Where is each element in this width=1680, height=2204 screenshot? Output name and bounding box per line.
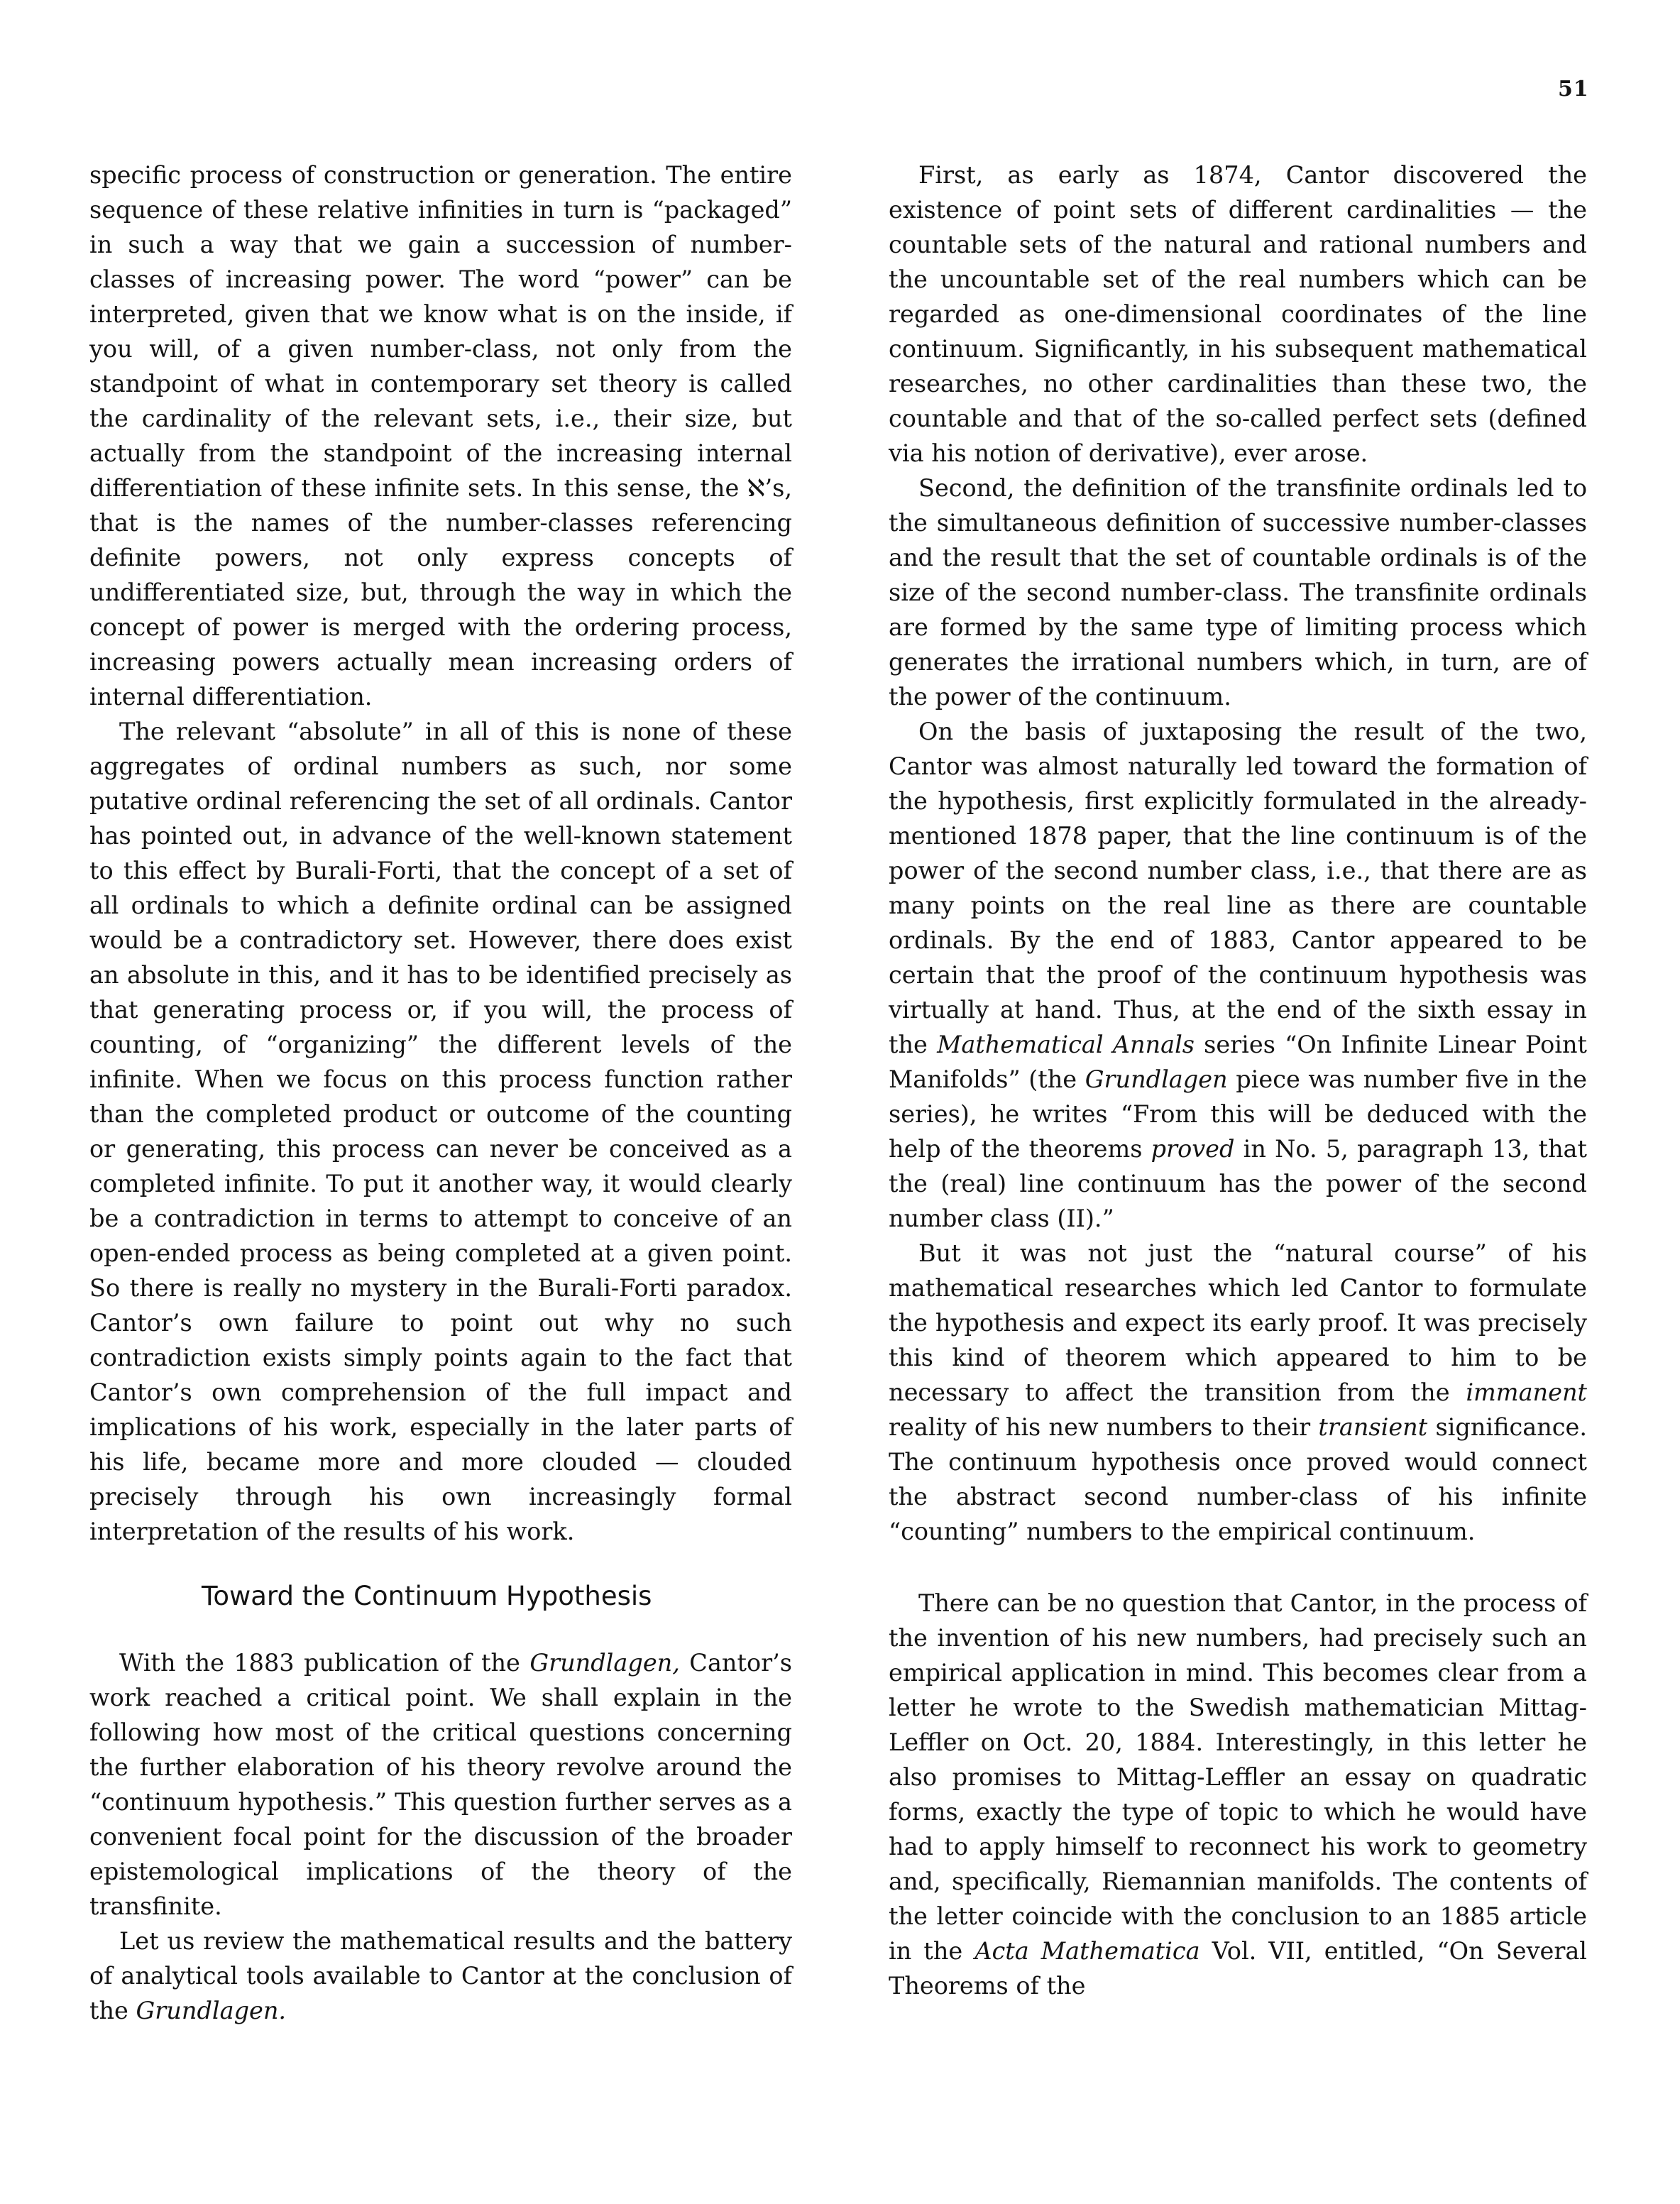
text-run: Let us review the mathematical results and the battery of analytical tools available to Cantor at the conclusion of the (89, 1927, 792, 2024)
left-column (89, 158, 792, 2028)
text-run: But it was not just the “natural course” of his mathematical researches which led Cantor to formulate the hypothesis and expect its early proof. It was precisely this kind of theorem which appeared to him to be necessary to affect the transition from the (889, 1239, 1587, 1406)
right-paragraph-1: First, as early as 1874, Cantor discovered the existence of point sets of different cardinalities — the countable sets of the natural and rational numbers and the uncountable set of the real numbers which can be regarded as one-dimensional coordinates of the line continuum. Significantly, in his subsequent mathematical researches, no other cardinalities than these two, the countable and that of the so-called perfect sets (defined via his notion of derivative), ever arose. (889, 161, 1587, 467)
text-run: significance. The continuum hypothesis once proved would connect the abstract second number-class of his infinite “counting” numbers to the empirical continuum. (889, 1413, 1588, 1545)
right-column (889, 158, 1587, 2003)
emphasis-run: Grundlagen. (136, 1997, 287, 2024)
text-run: With the 1883 publication of the (119, 1649, 530, 1677)
text-run: There can be no question that Cantor, in the process of the invention of his new numbers, had precisely such an empirical application in mind. This becomes clear from a letter he wrote to the Swedish mathematician Mittag-Leffler on Oct. 20, 1884. Interestingly, in this letter he also promises to Mittag-Leffler an essay on quadratic forms, exactly the type of topic to which he would have had to apply himself to reconnect his work to geometry and, specifically, Riemannian manifolds. The contents of the letter coincide with the conclusion to an 1885 article in the (889, 1589, 1587, 1965)
right-paragraph-3 (889, 714, 1587, 1236)
left-paragraph-1: specific process of construction or generation. The entire sequence of these relative infinities in turn is “packaged” in such a way that we gain a succession of number-classes of increasing power. The word “power” can be interpreted, given that we know what is on the inside, if you will, of a given number-class, not only from the standpoint of what in contemporary set theory is called the cardinality of the relevant sets, i.e., their size, but actually from the standpoint of the increasing internal differentiation of these infinite sets. In this sense, the ℵ’s, that is the names of the number-classes referencing definite powers, not only express concepts of undifferentiated size, but, through the way in which the concept of power is merged with the ordering process, increasing powers actually mean increasing orders of internal differentiation. (89, 161, 792, 711)
text-run: series “On Infinite Linear Point Manifolds” (the (889, 1031, 1587, 1093)
emphasis-run: transient (1318, 1413, 1428, 1441)
text-run: in No. 5, paragraph 13, that the (real) line continuum has the power of the second number class (II).” (889, 1135, 1587, 1232)
text-run: On the basis of juxtaposing the result of the two, Cantor was almost naturally led toward the formation of the hypothesis, first explicitly formulated in the already-mentioned 1878 paper, that the line continuum is of the power of the second number class, i.e., that there are as many points on the real line as there are countable ordinals. By the end of 1883, Cantor appeared to be certain that the proof of the continuum hypothesis was virtually at hand. Thus, at the end of the sixth essay in the (889, 718, 1587, 1058)
text-run: piece was number five in the series), he writes “From this will be deduced with the help of the theorems (889, 1065, 1587, 1163)
emphasis-run: Acta Mathematica (974, 1937, 1200, 1965)
right-paragraph-4 (889, 1236, 1587, 1549)
emphasis-run: immanent (1466, 1378, 1587, 1406)
left-paragraph-2: The relevant “absolute” in all of this is none of these aggregates of ordinal numbers as such, nor some putative ordinal referencing the set of all ordinals. Cantor has pointed out, in advance of the well-known statement to this effect by Burali-Forti, that the concept of a set of all ordinals to which a definite ordinal can be assigned would be a contradictory set. However, there does exist an absolute in this, and it has to be identified precisely as that generating process or, if you will, the process of counting, of “organizing” the different levels of the infinite. When we focus on this process function rather than the completed product or outcome of the counting or generating, this process can never be conceived as a completed infinite. To put it another way, it would clearly be a contradiction in terms to attempt to conceive of an open-ended process as being completed at a given point. So there is really no mystery in the Burali-Forti paradox. Cantor’s own failure to point out why no such contradiction exists simply points again to the fact that Cantor’s own comprehension of the full impact and implications of his work, especially in the later parts of his life, became more and more clouded — clouded precisely through his own increasingly formal interpretation of the results of his work. (89, 718, 792, 1545)
text-run: reality of his new numbers to their (889, 1413, 1319, 1441)
emphasis-run: Mathematical Annals (937, 1031, 1195, 1058)
emphasis-run: Grundlagen (1085, 1065, 1228, 1093)
left-paragraph-3 (89, 1645, 792, 1924)
text-run: Vol. VII, entitled, “On Several Theorems of the (889, 1937, 1588, 2000)
text-run: Cantor’s work reached a critical point. We shall explain in the following how most of the critical questions concerning the further elaboration of his theory revolve around the “continuum hypothesis.” This question further serves as a convenient focal point for the discussion of the broader epistemological implications of the theory of the transfinite. (89, 1649, 792, 1920)
right-paragraph-5 (889, 1586, 1587, 2003)
section-heading: Toward the Continuum Hypothesis (202, 1581, 652, 1611)
emphasis-run: Grundlagen, (529, 1649, 680, 1677)
page-number: 51 (1558, 77, 1589, 102)
right-paragraph-2: Second, the definition of the transfinite ordinals led to the simultaneous definition of successive number-classes and the result that the set of countable ordinals is of the size of the second number-class. The transfinite ordinals are formed by the same type of limiting process which generates the irrational numbers which, in turn, are of the power of the continuum. (889, 474, 1587, 711)
emphasis-run: proved (1151, 1135, 1235, 1163)
left-paragraph-4 (89, 1924, 792, 2028)
